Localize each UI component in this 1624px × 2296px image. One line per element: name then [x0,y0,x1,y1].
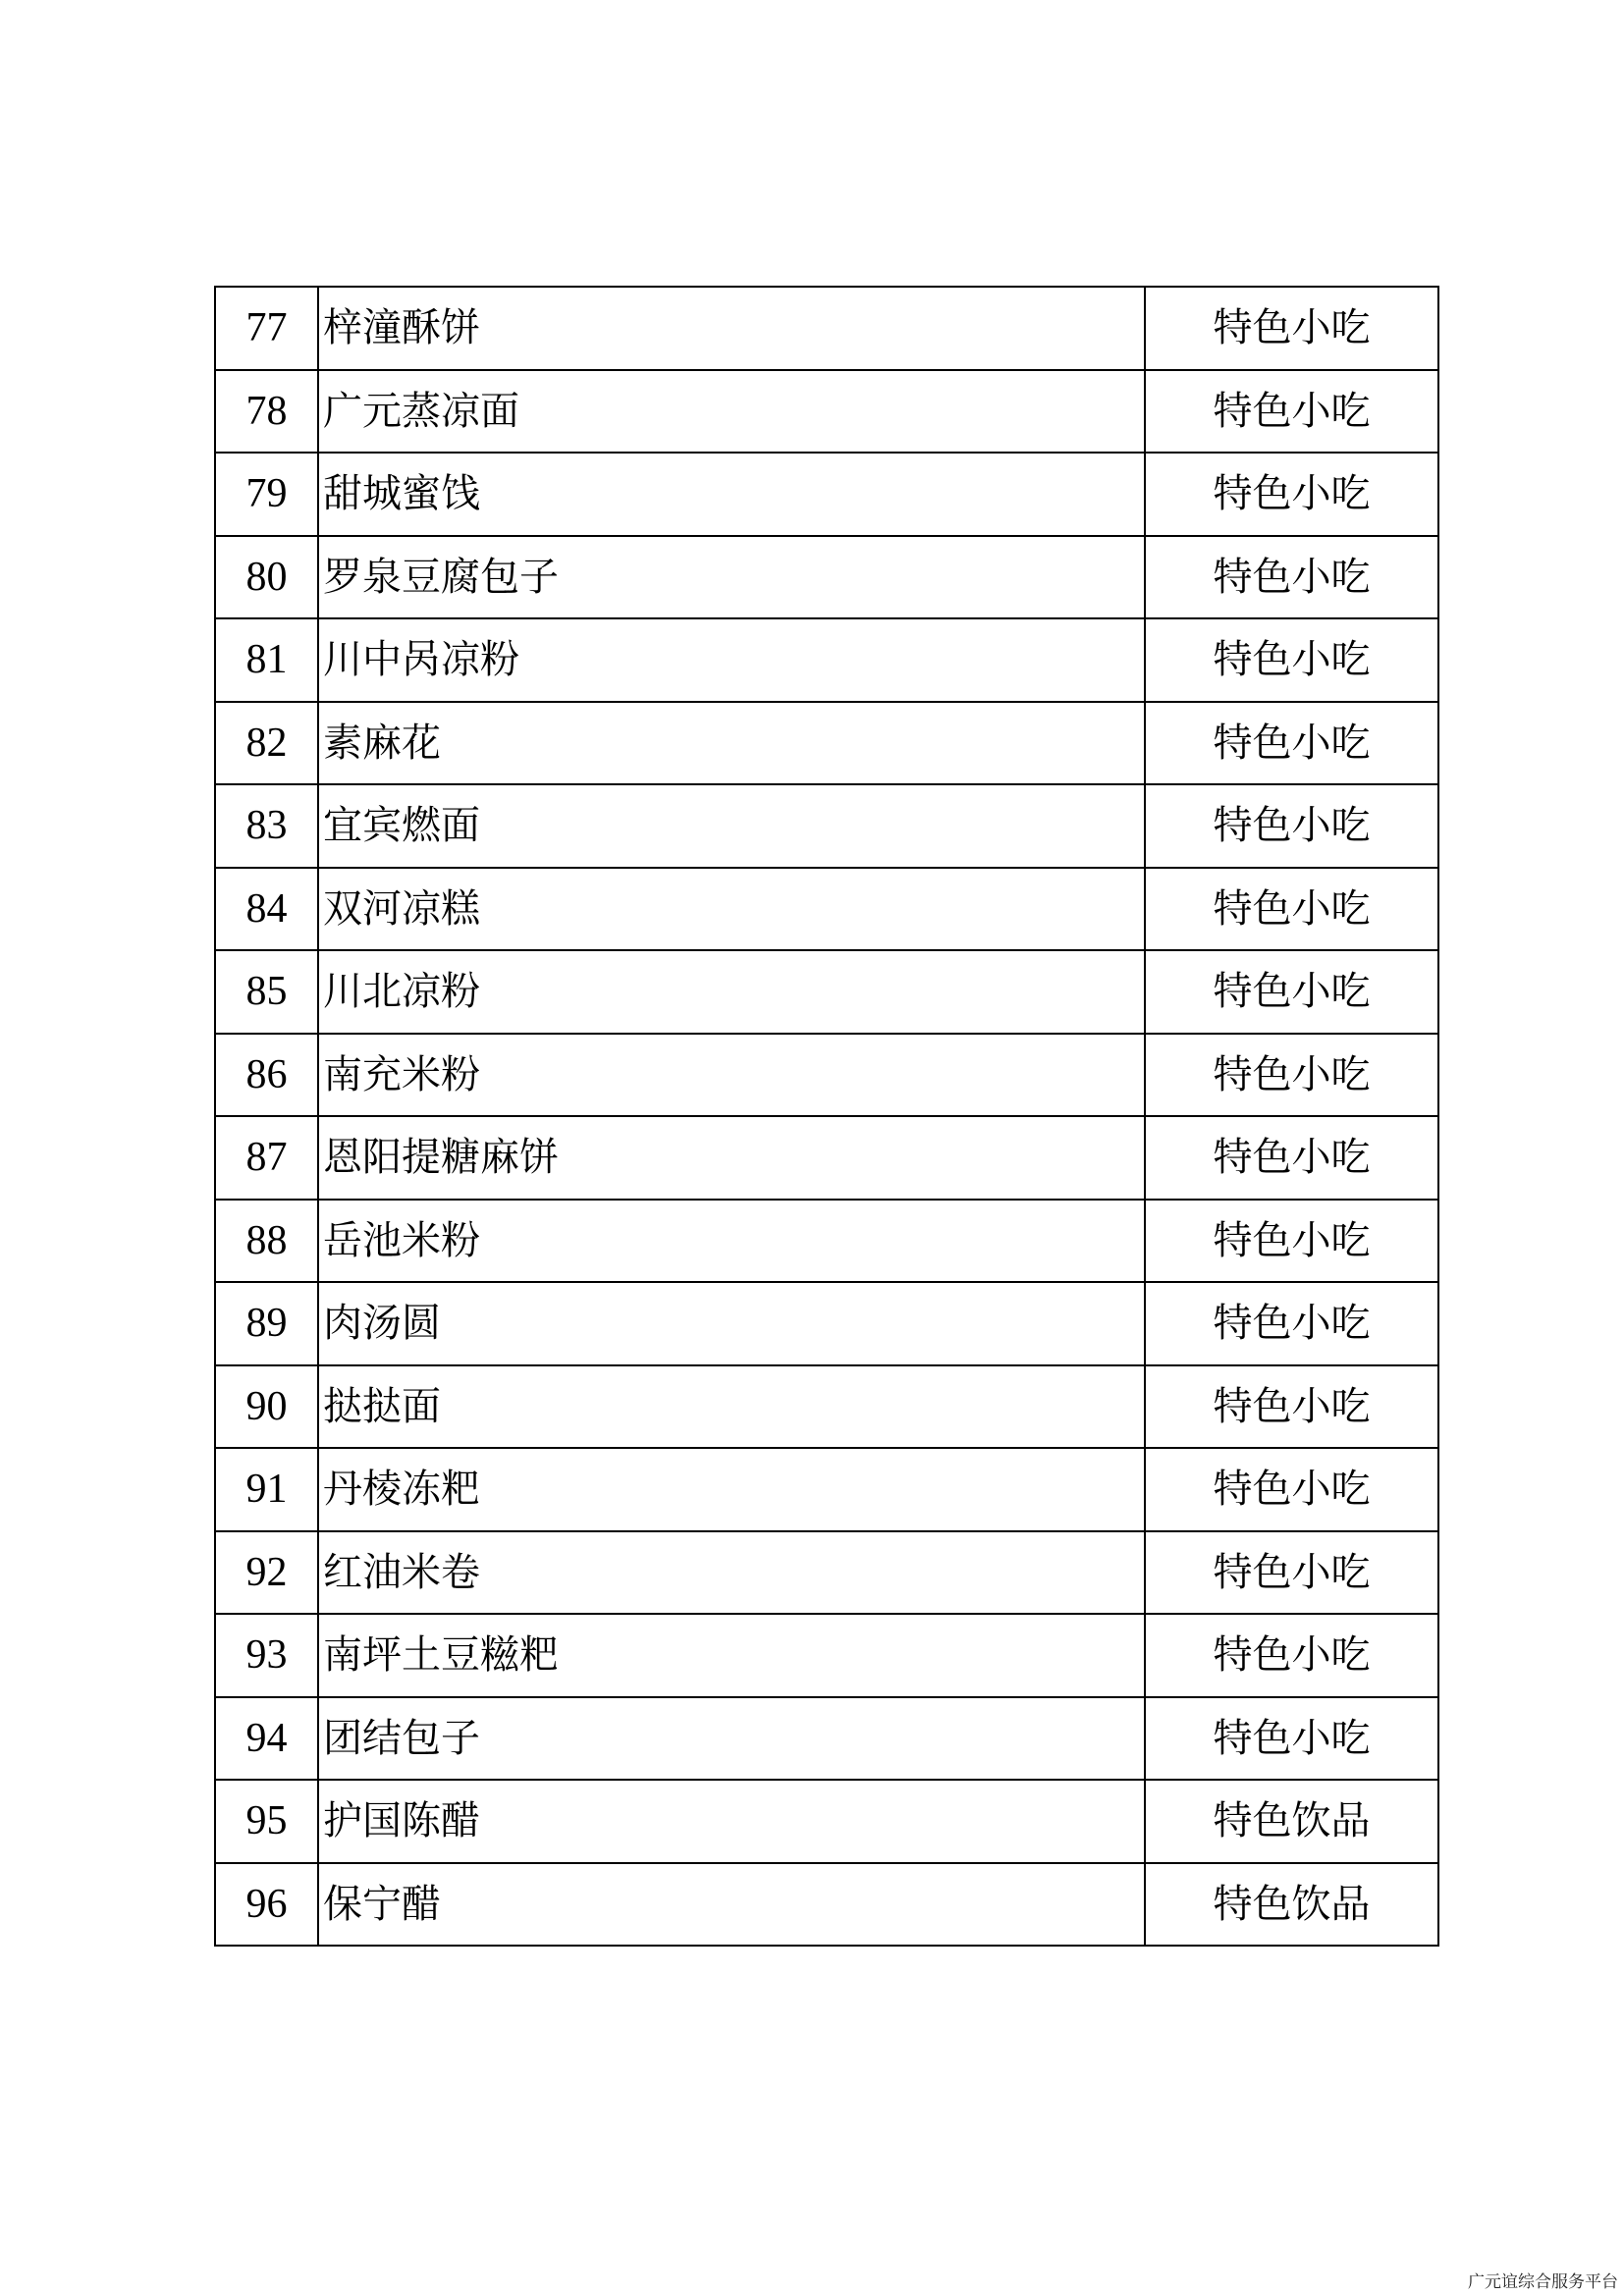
item-name-cell: 肉汤圆 [318,1282,1145,1365]
table-row [215,1200,1438,1283]
table-row [215,453,1438,536]
row-number-cell: 83 [215,784,318,868]
item-name-cell: 团结包子 [318,1697,1145,1781]
item-category-cell: 特色小吃 [1145,536,1438,619]
item-name-cell: 素麻花 [318,702,1145,785]
item-name-cell: 双河凉糕 [318,868,1145,951]
item-name-cell: 丹棱冻粑 [318,1448,1145,1531]
table-row [215,287,1438,370]
item-category-cell: 特色小吃 [1145,1448,1438,1531]
row-number-cell: 89 [215,1282,318,1365]
item-name-cell: 护国陈醋 [318,1780,1145,1863]
item-name-cell: 南充米粉 [318,1034,1145,1117]
item-category-cell: 特色饮品 [1145,1863,1438,1947]
item-name-cell: 甜城蜜饯 [318,453,1145,536]
item-category-cell: 特色小吃 [1145,1034,1438,1117]
item-category-cell: 特色小吃 [1145,702,1438,785]
row-number-cell: 78 [215,370,318,454]
table-row [215,702,1438,785]
table-row [215,370,1438,454]
table-row [215,1863,1438,1947]
item-category-cell: 特色小吃 [1145,618,1438,702]
specialty-list-table [214,286,1439,1947]
item-category-cell: 特色小吃 [1145,1200,1438,1283]
item-name-cell: 挞挞面 [318,1365,1145,1449]
item-category-cell: 特色小吃 [1145,370,1438,454]
item-category-cell: 特色小吃 [1145,1365,1438,1449]
item-category-cell: 特色小吃 [1145,868,1438,951]
row-number-cell: 88 [215,1200,318,1283]
row-number-cell: 79 [215,453,318,536]
footer-watermark: 广元谊综合服务平台 [1468,2272,1618,2292]
table-row [215,950,1438,1034]
row-number-cell: 81 [215,618,318,702]
row-number-cell: 93 [215,1614,318,1697]
table-row [215,1116,1438,1200]
table-row [215,784,1438,868]
item-category-cell: 特色小吃 [1145,1697,1438,1781]
table-row [215,1614,1438,1697]
item-category-cell: 特色小吃 [1145,784,1438,868]
row-number-cell: 95 [215,1780,318,1863]
row-number-cell: 82 [215,702,318,785]
table-row [215,1697,1438,1781]
item-name-cell: 岳池米粉 [318,1200,1145,1283]
row-number-cell: 80 [215,536,318,619]
item-category-cell: 特色小吃 [1145,453,1438,536]
item-name-cell: 红油米卷 [318,1531,1145,1615]
table-row [215,1034,1438,1117]
item-category-cell: 特色小吃 [1145,950,1438,1034]
table-row [215,618,1438,702]
item-name-cell: 恩阳提糖麻饼 [318,1116,1145,1200]
item-name-cell: 广元蒸凉面 [318,370,1145,454]
row-number-cell: 92 [215,1531,318,1615]
table-row [215,1365,1438,1449]
item-name-cell: 保宁醋 [318,1863,1145,1947]
item-name-cell: 罗泉豆腐包子 [318,536,1145,619]
item-category-cell: 特色小吃 [1145,287,1438,370]
item-name-cell: 川北凉粉 [318,950,1145,1034]
item-name-cell: 川中呙凉粉 [318,618,1145,702]
row-number-cell: 85 [215,950,318,1034]
item-category-cell: 特色小吃 [1145,1614,1438,1697]
table-body [215,287,1438,1946]
row-number-cell: 77 [215,287,318,370]
row-number-cell: 91 [215,1448,318,1531]
row-number-cell: 86 [215,1034,318,1117]
row-number-cell: 90 [215,1365,318,1449]
row-number-cell: 96 [215,1863,318,1947]
table-row [215,868,1438,951]
item-name-cell: 南坪土豆糍粑 [318,1614,1145,1697]
row-number-cell: 84 [215,868,318,951]
item-category-cell: 特色小吃 [1145,1531,1438,1615]
table-row [215,1448,1438,1531]
table-row [215,536,1438,619]
table-row [215,1282,1438,1365]
row-number-cell: 94 [215,1697,318,1781]
item-category-cell: 特色饮品 [1145,1780,1438,1863]
item-name-cell: 宜宾燃面 [318,784,1145,868]
row-number-cell: 87 [215,1116,318,1200]
item-name-cell: 梓潼酥饼 [318,287,1145,370]
item-category-cell: 特色小吃 [1145,1116,1438,1200]
item-category-cell: 特色小吃 [1145,1282,1438,1365]
table-row [215,1780,1438,1863]
table-row [215,1531,1438,1615]
